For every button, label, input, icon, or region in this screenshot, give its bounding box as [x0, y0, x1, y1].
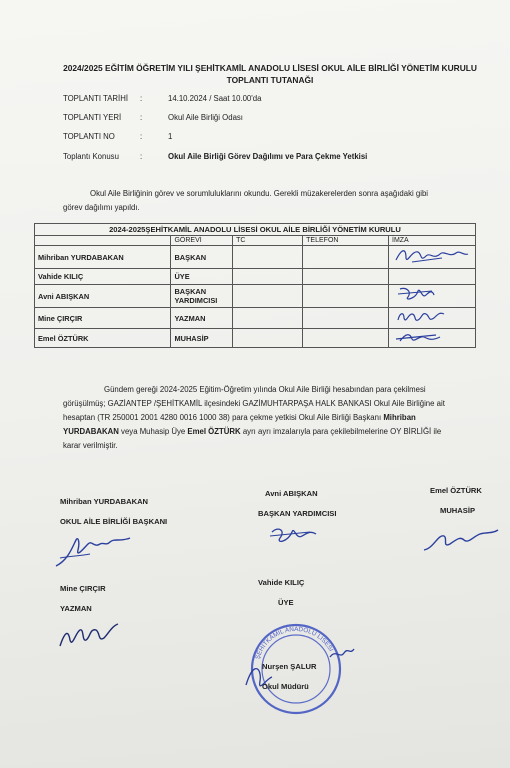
- signer-name: Mine ÇIRÇIR: [60, 584, 106, 593]
- member-tc: [233, 285, 303, 308]
- decision-name-2: Emel ÖZTÜRK: [187, 427, 241, 436]
- member-name: Mine ÇIRÇIR: [35, 308, 171, 329]
- header-cell-role: GÖREVİ: [171, 236, 233, 246]
- signer-role: ÜYE: [278, 598, 294, 607]
- member-signature: [389, 269, 476, 285]
- signature-mark: [392, 285, 452, 305]
- meta-colon: :: [140, 94, 143, 103]
- member-tc: [233, 269, 303, 285]
- meta-date-value: 14.10.2024 / Saat 10.00'da: [168, 94, 262, 103]
- meta-number-value: 1: [168, 132, 173, 141]
- meta-topic-value: Okul Aile Birliği Görev Dağılımı ve Para Çekme Yetkisi: [168, 152, 368, 161]
- stamp-text: ŞEHİTKAMİL ANADOLU LİSESİ: [254, 625, 335, 661]
- signature-mark: [56, 618, 126, 652]
- member-role: [171, 285, 233, 308]
- signer-role: BAŞKAN YARDIMCISI: [258, 509, 337, 518]
- intro-line-1: Okul Aile Birliğinin görev ve sorumluluklarını okundu. Gerekli müzakerelerden sonra aşağıdaki gibi: [90, 189, 429, 198]
- signature-mark: [392, 329, 452, 345]
- decision-line-4-end: ayrı ayrı imzalarıyla para çekilebilmelerine OY BİRLİĞİ ile: [240, 427, 442, 436]
- meta-colon: :: [140, 152, 143, 161]
- member-name: Avni ABIŞKAN: [35, 285, 171, 308]
- principal-name: Nurşen ŞALUR: [262, 662, 317, 671]
- signer-role: YAZMAN: [60, 604, 92, 613]
- meta-colon: :: [140, 113, 143, 122]
- member-tc: [233, 308, 303, 329]
- board-table-caption: 2024-2025ŞEHİTKAMİL ANADOLU LİSESİ OKUL AİLE BİRLİĞİ YÖNETİM KURULU: [35, 224, 476, 236]
- decision-name-1: Mihriban: [383, 413, 416, 422]
- decision-line-1: Gündem gereği 2024-2025 Eğitim-Öğretim yılında Okul Aile Birliği hesabından para çekilmesi: [104, 385, 426, 394]
- signature-mark: [420, 520, 502, 558]
- header-cell-phone: TELEFON: [303, 236, 389, 246]
- table-row: [35, 269, 476, 285]
- member-role: MUHASİP: [171, 329, 233, 348]
- member-role: ÜYE: [171, 269, 233, 285]
- signature-mark: [50, 530, 140, 572]
- principal-title: Okul Müdürü: [262, 682, 309, 691]
- member-tc: [233, 329, 303, 348]
- table-row: [35, 285, 476, 308]
- header-cell-signature: İMZA: [389, 236, 476, 246]
- member-phone: [303, 329, 389, 348]
- member-name: Vahide KILIÇ: [35, 269, 171, 285]
- meta-place-value: Okul Aile Birliği Odası: [168, 113, 243, 122]
- meta-place-label: TOPLANTI YERİ: [63, 113, 122, 122]
- meta-topic-label: Toplantı Konusu: [63, 152, 119, 161]
- member-phone: [303, 285, 389, 308]
- signer-name: Mihriban YURDABAKAN: [60, 497, 149, 506]
- decision-line-2: görüşülmüş; GAZİANTEP /ŞEHİTKAMİL ilçesindeki GAZİMUHTARPAŞA HALK BANKASI Okul Aile Birliğine ait: [63, 399, 445, 408]
- signer-name: Vahide KILIÇ: [258, 578, 305, 587]
- member-signature: [389, 285, 476, 308]
- signer-name: Emel ÖZTÜRK: [430, 486, 482, 495]
- member-phone: [303, 269, 389, 285]
- signature-mark: [392, 246, 472, 266]
- table-row: [35, 246, 476, 269]
- decision-name-1-surname: YURDABAKAN: [63, 427, 119, 436]
- signer-name: Avni ABIŞKAN: [265, 489, 318, 498]
- decision-line-4: [63, 425, 441, 440]
- board-table-header: [35, 236, 476, 246]
- member-signature: [389, 329, 476, 348]
- header-cell: [35, 236, 171, 246]
- member-phone: [303, 246, 389, 269]
- decision-line-4-mid: veya Muhasip Üye: [118, 427, 188, 436]
- decision-line-3: [63, 411, 416, 426]
- signer-role: OKUL AİLE BİRLİĞİ BAŞKANI: [60, 517, 168, 526]
- decision-line-3-text: hesaptan (TR 250001 2001 4280 0016 1000 38) para çekme yetkisi Okul Aile Birliği Başkanı: [63, 413, 382, 422]
- decision-line-5: karar verilmiştir.: [63, 441, 118, 450]
- document-title: 2024/2025 EĞİTİM ÖĞRETİM YILI ŞEHİTKAMİL ANADOLU LİSESİ OKUL AİLE BİRLİĞİ YÖNETİM KURULU: [63, 63, 477, 73]
- table-row: [35, 308, 476, 329]
- member-role-line-1: BAŞKAN: [174, 287, 207, 296]
- signature-mark: [266, 522, 326, 550]
- meta-colon: :: [140, 132, 143, 141]
- svg-text:ŞEHİTKAMİL ANADOLU LİSESİ: [254, 626, 336, 660]
- member-signature: [389, 246, 476, 269]
- board-table: [34, 223, 476, 348]
- member-tc: [233, 246, 303, 269]
- intro-line-2: görev dağılımı yapıldı.: [63, 203, 140, 212]
- member-phone: [303, 308, 389, 329]
- document-subtitle: TOPLANTI TUTANAĞI: [226, 75, 314, 85]
- member-signature: [389, 308, 476, 329]
- header-cell-tc: TC: [233, 236, 303, 246]
- meta-date-label: TOPLANTI TARİHİ: [63, 94, 128, 103]
- meta-number-label: TOPLANTI NO: [63, 132, 115, 141]
- member-role: BAŞKAN: [171, 246, 233, 269]
- signature-mark: [392, 308, 452, 326]
- member-name: Emel ÖZTÜRK: [35, 329, 171, 348]
- member-role-line-2: YARDIMCISI: [174, 296, 218, 305]
- member-name: Mihriban YURDABAKAN: [35, 246, 171, 269]
- signer-role: MUHASİP: [440, 506, 476, 515]
- table-row: [35, 329, 476, 348]
- member-role: YAZMAN: [171, 308, 233, 329]
